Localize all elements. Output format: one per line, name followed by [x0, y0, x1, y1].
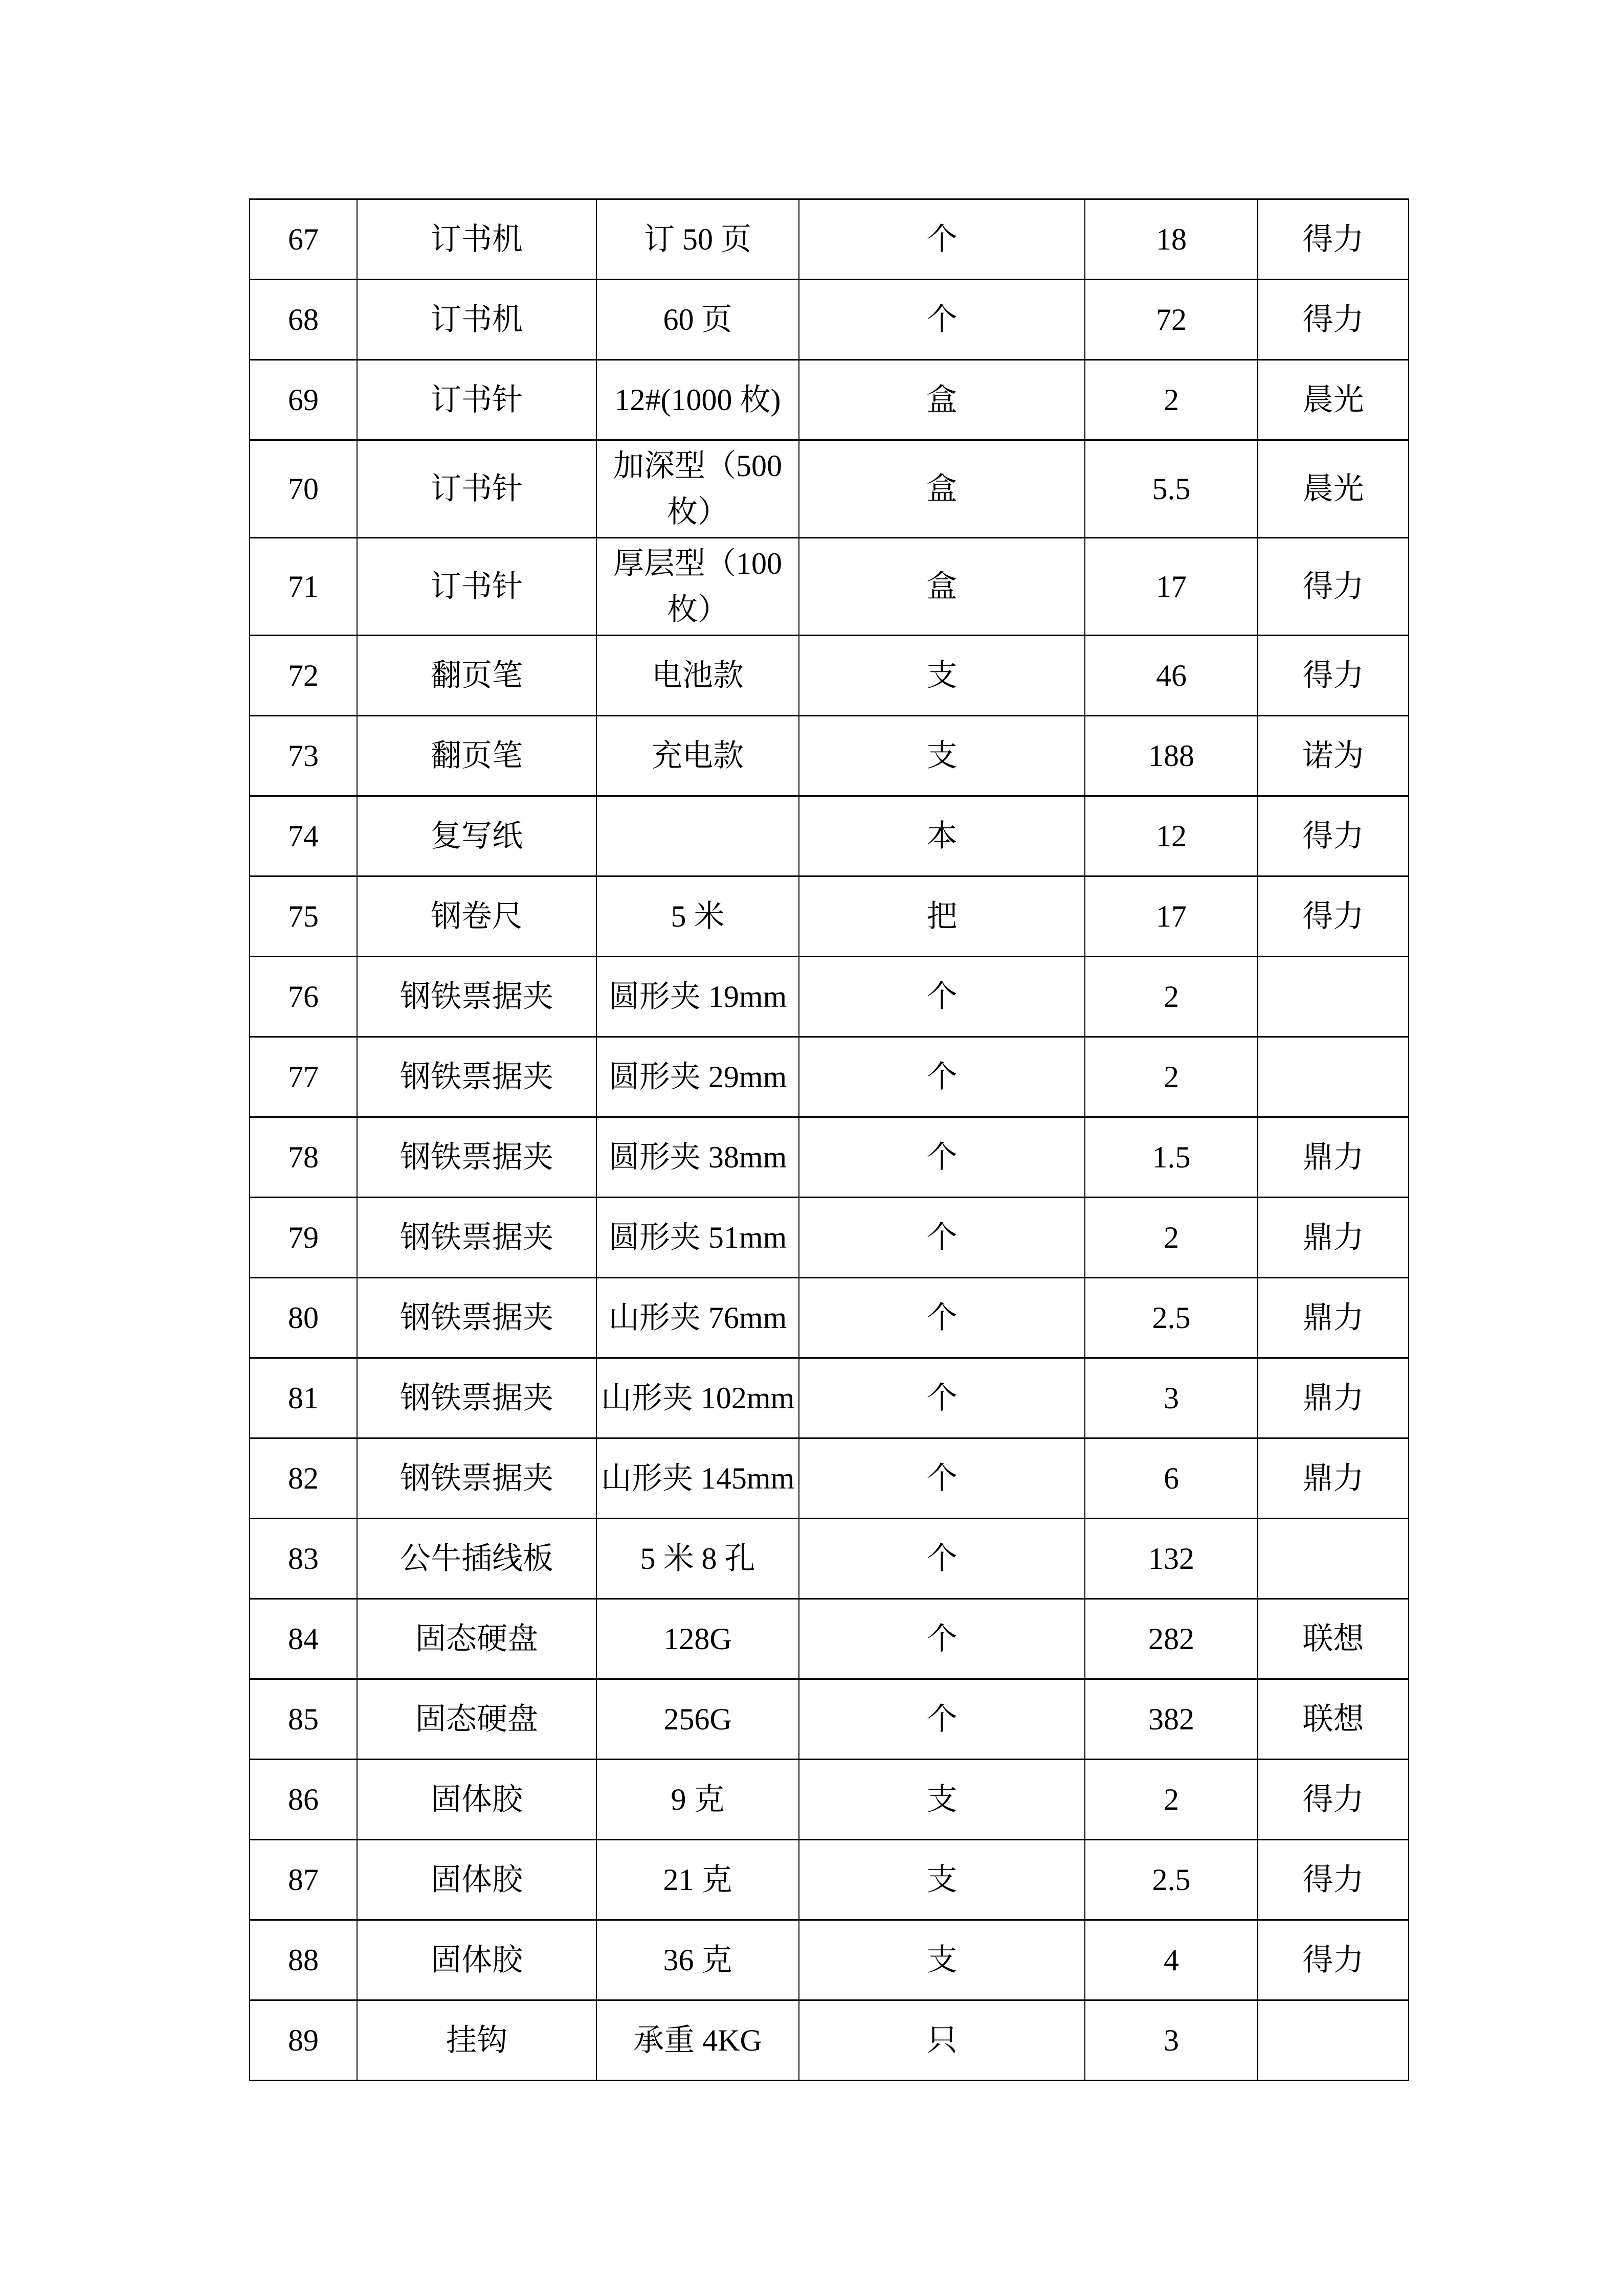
table-row	[250, 1920, 1409, 2000]
cell-item-name: 订书针	[357, 360, 596, 440]
cell-row-number: 81	[250, 1358, 357, 1438]
cell-brand: 联想	[1258, 1679, 1409, 1760]
cell-unit: 个	[799, 1679, 1085, 1760]
cell-row-number: 84	[250, 1599, 357, 1679]
cell-item-name: 钢铁票据夹	[357, 1037, 596, 1117]
cell-price: 3	[1085, 1358, 1258, 1438]
cell-unit: 个	[799, 1198, 1085, 1278]
cell-price: 2.5	[1085, 1840, 1258, 1920]
cell-brand: 晨光	[1258, 440, 1409, 538]
table-row	[250, 716, 1409, 796]
cell-item-name: 固态硬盘	[357, 1599, 596, 1679]
cell-specification: 山形夹 76mm	[596, 1278, 799, 1358]
supplies-table	[249, 198, 1409, 2081]
table-row	[250, 796, 1409, 876]
cell-price: 2	[1085, 360, 1258, 440]
cell-unit: 把	[799, 876, 1085, 957]
cell-price: 2.5	[1085, 1278, 1258, 1358]
cell-specification: 圆形夹 19mm	[596, 957, 799, 1037]
cell-brand	[1258, 957, 1409, 1037]
table-row	[250, 538, 1409, 636]
cell-brand	[1258, 1037, 1409, 1117]
cell-brand	[1258, 1519, 1409, 1599]
cell-brand: 得力	[1258, 538, 1409, 636]
cell-item-name: 固体胶	[357, 1920, 596, 2000]
cell-brand: 得力	[1258, 796, 1409, 876]
cell-specification: 12#(1000 枚)	[596, 360, 799, 440]
table-row	[250, 1438, 1409, 1519]
cell-unit: 支	[799, 716, 1085, 796]
cell-specification: 9 克	[596, 1760, 799, 1840]
table-row	[250, 199, 1409, 280]
cell-unit: 个	[799, 199, 1085, 280]
cell-item-name: 订书机	[357, 199, 596, 280]
cell-row-number: 86	[250, 1760, 357, 1840]
table-row	[250, 957, 1409, 1037]
cell-item-name: 订书机	[357, 280, 596, 360]
table-row	[250, 280, 1409, 360]
cell-unit: 个	[799, 1438, 1085, 1519]
cell-brand: 得力	[1258, 1760, 1409, 1840]
cell-unit: 本	[799, 796, 1085, 876]
cell-specification	[596, 796, 799, 876]
cell-row-number: 69	[250, 360, 357, 440]
cell-price: 2	[1085, 1760, 1258, 1840]
cell-price: 5.5	[1085, 440, 1258, 538]
cell-item-name: 翻页笔	[357, 636, 596, 716]
cell-unit: 个	[799, 1599, 1085, 1679]
cell-unit: 个	[799, 1117, 1085, 1198]
cell-row-number: 75	[250, 876, 357, 957]
cell-price: 132	[1085, 1519, 1258, 1599]
cell-row-number: 80	[250, 1278, 357, 1358]
cell-row-number: 79	[250, 1198, 357, 1278]
cell-price: 282	[1085, 1599, 1258, 1679]
cell-unit: 个	[799, 957, 1085, 1037]
cell-brand: 鼎力	[1258, 1358, 1409, 1438]
cell-unit: 个	[799, 280, 1085, 360]
cell-item-name: 订书针	[357, 538, 596, 636]
cell-specification: 5 米	[596, 876, 799, 957]
cell-brand: 得力	[1258, 876, 1409, 957]
table-row	[250, 876, 1409, 957]
cell-row-number: 82	[250, 1438, 357, 1519]
cell-specification: 256G	[596, 1679, 799, 1760]
cell-brand: 晨光	[1258, 360, 1409, 440]
cell-unit: 个	[799, 1519, 1085, 1599]
cell-price: 46	[1085, 636, 1258, 716]
cell-brand: 得力	[1258, 1840, 1409, 1920]
cell-row-number: 67	[250, 199, 357, 280]
cell-brand: 鼎力	[1258, 1117, 1409, 1198]
cell-brand: 鼎力	[1258, 1278, 1409, 1358]
cell-row-number: 76	[250, 957, 357, 1037]
cell-specification: 圆形夹 38mm	[596, 1117, 799, 1198]
cell-unit: 个	[799, 1037, 1085, 1117]
cell-unit: 支	[799, 1920, 1085, 2000]
cell-item-name: 订书针	[357, 440, 596, 538]
cell-item-name: 挂钩	[357, 2000, 596, 2081]
cell-specification: 厚层型（100 枚）	[596, 538, 799, 636]
cell-unit: 支	[799, 636, 1085, 716]
table-row	[250, 360, 1409, 440]
cell-price: 188	[1085, 716, 1258, 796]
cell-item-name: 钢铁票据夹	[357, 1117, 596, 1198]
cell-unit: 个	[799, 1278, 1085, 1358]
cell-specification: 128G	[596, 1599, 799, 1679]
cell-price: 1.5	[1085, 1117, 1258, 1198]
table-row	[250, 1679, 1409, 1760]
cell-price: 17	[1085, 538, 1258, 636]
cell-row-number: 70	[250, 440, 357, 538]
cell-unit: 支	[799, 1840, 1085, 1920]
cell-unit: 盒	[799, 440, 1085, 538]
cell-row-number: 85	[250, 1679, 357, 1760]
cell-specification: 36 克	[596, 1920, 799, 2000]
cell-item-name: 公牛插线板	[357, 1519, 596, 1599]
cell-price: 72	[1085, 280, 1258, 360]
cell-specification: 山形夹 145mm	[596, 1438, 799, 1519]
cell-item-name: 复写纸	[357, 796, 596, 876]
cell-price: 4	[1085, 1920, 1258, 2000]
cell-brand: 诺为	[1258, 716, 1409, 796]
cell-brand: 鼎力	[1258, 1198, 1409, 1278]
cell-row-number: 72	[250, 636, 357, 716]
table-row	[250, 1760, 1409, 1840]
cell-price: 2	[1085, 957, 1258, 1037]
cell-row-number: 88	[250, 1920, 357, 2000]
table-row	[250, 1117, 1409, 1198]
cell-row-number: 83	[250, 1519, 357, 1599]
cell-item-name: 固体胶	[357, 1760, 596, 1840]
cell-price: 18	[1085, 199, 1258, 280]
cell-brand: 鼎力	[1258, 1438, 1409, 1519]
cell-row-number: 87	[250, 1840, 357, 1920]
cell-specification: 圆形夹 51mm	[596, 1198, 799, 1278]
cell-brand: 得力	[1258, 199, 1409, 280]
cell-item-name: 钢铁票据夹	[357, 1358, 596, 1438]
cell-row-number: 68	[250, 280, 357, 360]
cell-item-name: 钢卷尺	[357, 876, 596, 957]
table-row	[250, 1840, 1409, 1920]
cell-price: 12	[1085, 796, 1258, 876]
cell-item-name: 固态硬盘	[357, 1679, 596, 1760]
cell-price: 3	[1085, 2000, 1258, 2081]
cell-specification: 5 米 8 孔	[596, 1519, 799, 1599]
cell-brand: 得力	[1258, 1920, 1409, 2000]
table-row	[250, 1358, 1409, 1438]
cell-row-number: 73	[250, 716, 357, 796]
cell-price: 2	[1085, 1037, 1258, 1117]
cell-item-name: 钢铁票据夹	[357, 1278, 596, 1358]
cell-unit: 个	[799, 1358, 1085, 1438]
cell-specification: 圆形夹 29mm	[596, 1037, 799, 1117]
table-row	[250, 1599, 1409, 1679]
cell-item-name: 固体胶	[357, 1840, 596, 1920]
cell-item-name: 钢铁票据夹	[357, 957, 596, 1037]
cell-price: 2	[1085, 1198, 1258, 1278]
cell-specification: 订 50 页	[596, 199, 799, 280]
cell-specification: 山形夹 102mm	[596, 1358, 799, 1438]
cell-row-number: 77	[250, 1037, 357, 1117]
supplies-table-body	[250, 199, 1409, 2081]
cell-row-number: 78	[250, 1117, 357, 1198]
cell-brand: 得力	[1258, 280, 1409, 360]
cell-item-name: 钢铁票据夹	[357, 1198, 596, 1278]
cell-price: 6	[1085, 1438, 1258, 1519]
cell-specification: 21 克	[596, 1840, 799, 1920]
cell-price: 17	[1085, 876, 1258, 957]
cell-brand: 联想	[1258, 1599, 1409, 1679]
cell-unit: 盒	[799, 360, 1085, 440]
cell-item-name: 翻页笔	[357, 716, 596, 796]
cell-row-number: 71	[250, 538, 357, 636]
cell-unit: 只	[799, 2000, 1085, 2081]
cell-unit: 盒	[799, 538, 1085, 636]
cell-row-number: 89	[250, 2000, 357, 2081]
table-row	[250, 636, 1409, 716]
cell-row-number: 74	[250, 796, 357, 876]
cell-unit: 支	[799, 1760, 1085, 1840]
table-row	[250, 2000, 1409, 2081]
cell-specification: 60 页	[596, 280, 799, 360]
cell-specification: 承重 4KG	[596, 2000, 799, 2081]
table-row	[250, 1278, 1409, 1358]
table-row	[250, 1037, 1409, 1117]
table-row	[250, 1198, 1409, 1278]
cell-specification: 充电款	[596, 716, 799, 796]
cell-specification: 加深型（500 枚）	[596, 440, 799, 538]
cell-brand	[1258, 2000, 1409, 2081]
table-row	[250, 440, 1409, 538]
cell-price: 382	[1085, 1679, 1258, 1760]
cell-specification: 电池款	[596, 636, 799, 716]
cell-item-name: 钢铁票据夹	[357, 1438, 596, 1519]
cell-brand: 得力	[1258, 636, 1409, 716]
table-row	[250, 1519, 1409, 1599]
